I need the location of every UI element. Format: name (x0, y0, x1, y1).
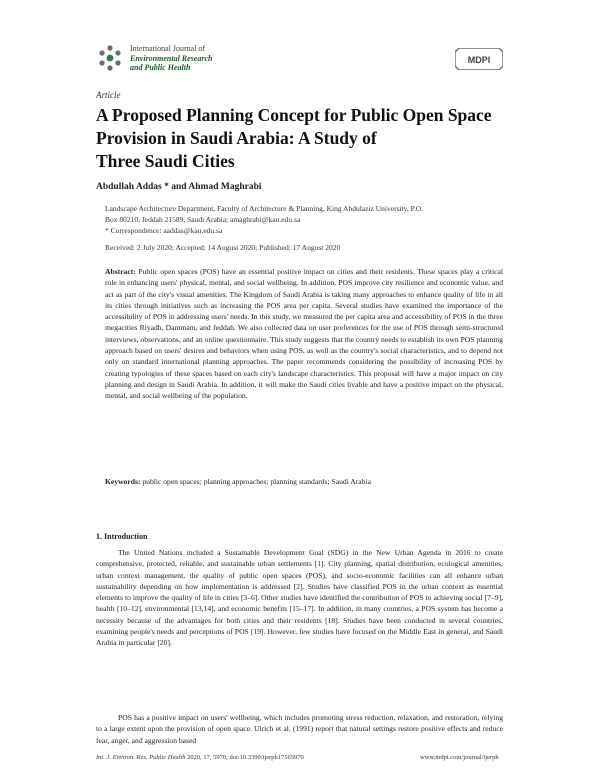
affiliation-line: Landscape Architecture Department, Faculty of Architecture & Planning, King Abdulaziz University, P.O. (105, 204, 424, 213)
abstract (105, 266, 503, 402)
journal-name (130, 44, 212, 73)
affiliation (105, 203, 505, 236)
keywords-label: Keywords: (105, 477, 141, 486)
body-paragraph: The United Nations included a Sustainable Development Goal (SDG) in the New Urban Agenda in 2016 to create comprehensive, protected, reliable, and sustainable urban settlements [1]. City planning, spatial distribution, ecological amenities, urban context management, the quality of public open spaces (POS), and socio-economic facilities can all enhance urban sustainability depending on how implementation is addressed [2]. Studies have classified POS in the urban context as essential elements to improve the quality of life in cities [3–6]. Other studies have identified the contribution of POS to achieving social [7–9], health [10–12], environmental [13,14], and economic benefits [15–17]. In addition, in many countries, a POS system has become a necessity because of the advantages for both cities and their residents [18]. Studies have been conducted in several countries, examining people's needs and perceptions of POS [19]. However, few studies have focused on the Middle East in general, and Saudi Arabia in particular [20]. (96, 548, 503, 648)
mdpi-logo-icon (455, 48, 503, 70)
article-type: Article (96, 90, 121, 100)
keywords-text: public open spaces; planning approaches; planning standards; Saudi Arabia (142, 477, 371, 486)
footer-citation-text: 2020, 17, 5970; doi:10.3390/ijerph17165970 (187, 754, 304, 761)
article-title (96, 104, 516, 173)
journal-logo-icon (96, 44, 124, 72)
keywords (105, 477, 503, 486)
section-heading: 1. Introduction (96, 532, 148, 541)
affiliation-line: Box 80210, Jeddah 21589, Saudi Arabia; amaghrabi@kau.edu.sa (105, 215, 301, 224)
publication-dates: Received: 2 July 2020; Accepted: 14 August 2020; Published: 17 August 2020 (105, 243, 341, 252)
title-line: Three Saudi Cities (96, 151, 235, 171)
journal-name-line1: International Journal of (130, 44, 206, 53)
abstract-text: Public open spaces (POS) have an essential positive impact on cities and their residents. These spaces play a critical role in enhancing users' physical, mental, and social wellbeing. In addition, POS improve city resilience and economic value, and act as part of the city's visual amenities. The Kingdom of Saudi Arabia is taking many approaches to enhance quality of life in all its cities through initiatives such as increasing the POS area per capita. Several studies have examined the importance of the accessibility of POS in addressing users' needs. In this study, we measured the per capita area and accessibility of POS in the three megacities Riyadh, Dammam, and Jeddah. We also collected data on user preferences for the use of POS through semi-structured interviews, observations, and an online questionnaire. This study suggests that the country needs to establish its own POS planning approach based on users' desires and behaviors when using POS, as well as the country's social characteristics, and to depend not only on standard international planning approaches. The paper recommends considering the possibility of increasing POS by creating typologies of these spaces based on each city's landscape characteristics. This proposal will have a major impact on city planning and design in Saudi Arabia. In addition, it will make the Saudi cities livable and have a positive impact on the physical, mental, and social wellbeing of the population. (105, 267, 503, 401)
footer-journal-abbrev: Int. J. Environ. Res. Public Health (96, 754, 186, 761)
title-line: Provision in Saudi Arabia: A Study of (96, 128, 377, 148)
footer-citation (96, 754, 304, 761)
journal-name-line2: Environmental Research (130, 53, 213, 63)
footer-url-link[interactable]: www.mdpi.com/journal/ijerph (420, 754, 499, 761)
journal-name-line3: and Public Health (130, 63, 191, 72)
abstract-label: Abstract: (105, 267, 136, 276)
correspondence: * Correspondence: aaddas@kau.edu.sa (105, 226, 223, 235)
authors: Abdullah Addas * and Ahmad Maghrabi (96, 182, 262, 192)
body-paragraph: POS has a positive impact on users' wellbeing, which includes promoting stress reduction, relaxation, and restoration, relying to a large extent upon the provision of open space. Ulrich et al. (1991) report that natural settings restore positive effects and reduce fear, anger, and aggression based (96, 713, 503, 745)
title-line: A Proposed Planning Concept for Public Open Space (96, 105, 492, 125)
mdpi-logo-text: MDPI (467, 55, 491, 65)
